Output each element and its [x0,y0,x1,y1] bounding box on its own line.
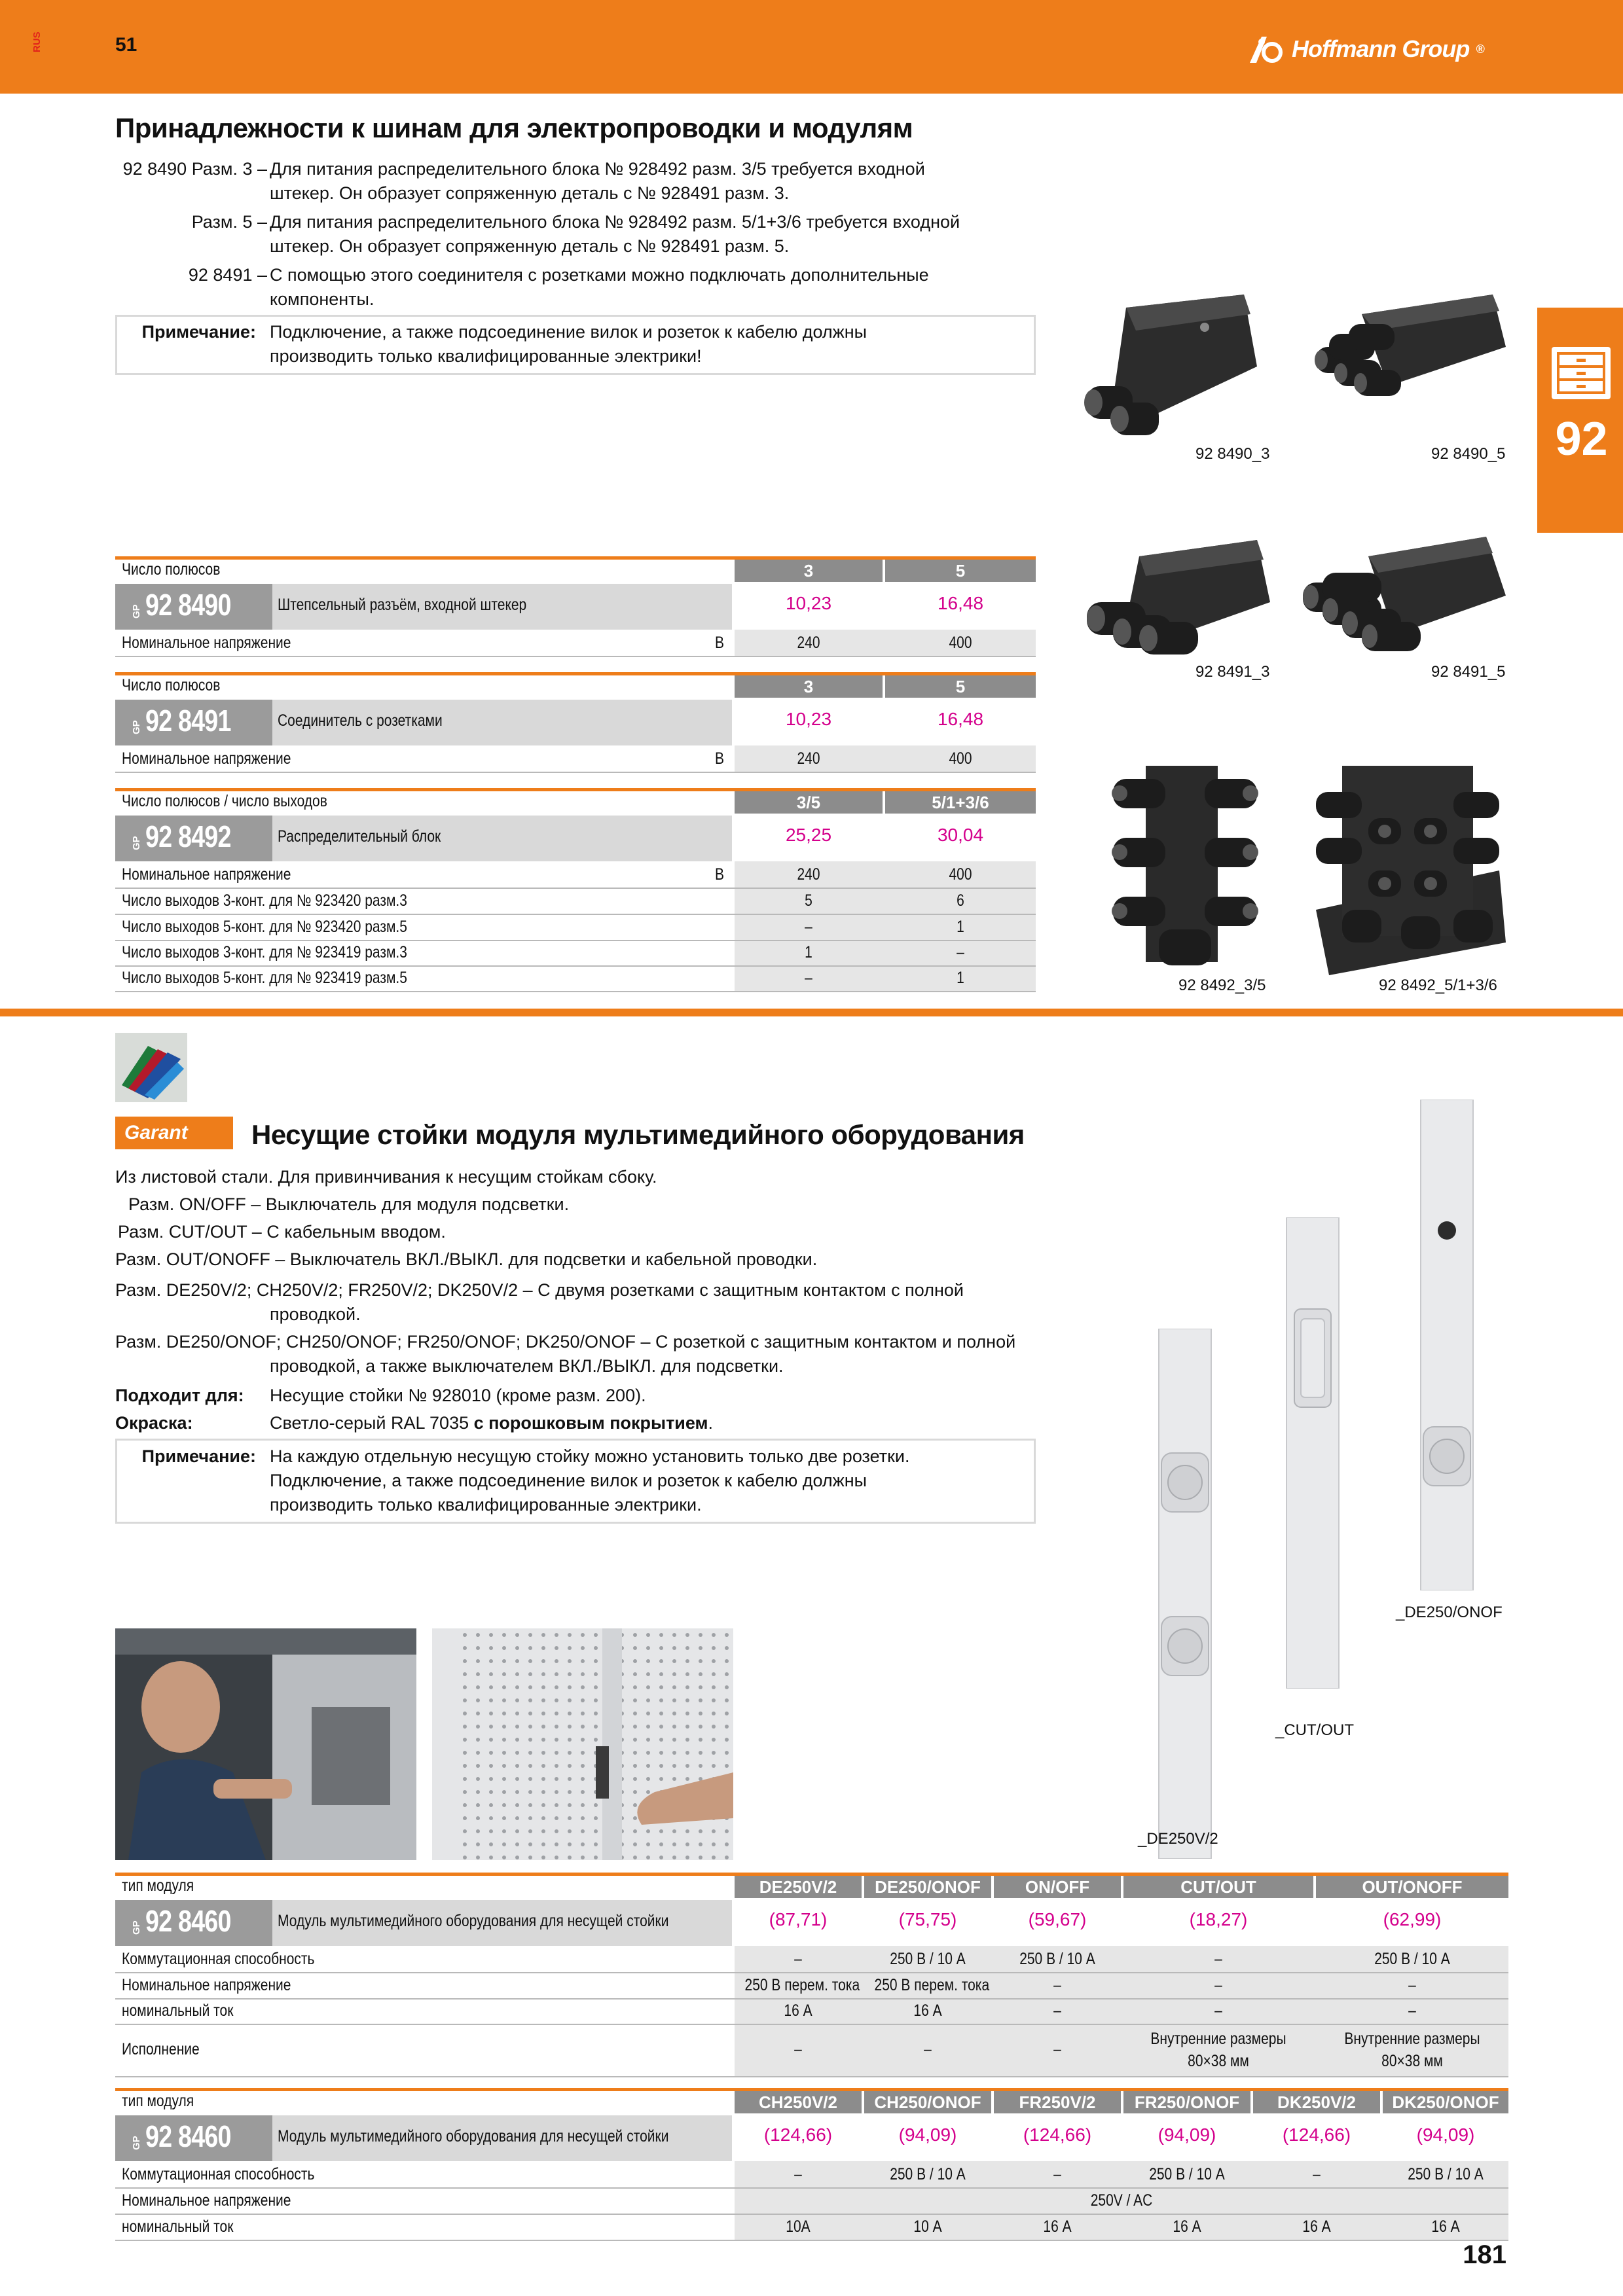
t1-article-name: Штепсельный разъём, входной штекер [278,596,527,614]
t4-row-2-v0: 16 А [784,2001,812,2020]
s2-line-1: Разм. ON/OFF – Выключатель для модуля подсветки. [128,1194,570,1214]
t4-price-0[interactable]: (87,71) [769,1909,828,1929]
t2-bottom-rule [115,772,1036,773]
s2-note-line-0: На каждую отдельную несущую стойку можно установить только две розетки. [270,1446,910,1466]
t4-col-2: ON/OFF [994,1876,1121,1898]
t5-row-2-v2: 16 А [1043,2217,1072,2236]
t4-row-1-v4: – [1408,1976,1416,1994]
s2-note-label: Примечание: [141,1446,256,1466]
t2-row-0-unit: В [715,749,725,768]
caption-928490-5: 92 8490_5 [1431,445,1506,463]
t5-price-3[interactable]: (94,09) [1158,2125,1216,2145]
panel-de250-onof-image [1414,1100,1480,1590]
paint-label: Окраска: [115,1413,193,1433]
s1-key-4: 92 8491 – [188,265,267,285]
t3-row-0-v1: 400 [949,865,972,884]
fits-value: Несущие стойки № 928010 (кроме разм. 200). [270,1386,646,1405]
distribution-block-5-1-3-6-image [1303,753,1512,975]
garant-badge-text: Garant [124,1122,188,1143]
connector-928490-3-image [1074,288,1270,452]
s1-note-line-0: Подключение, а также подсоединение вилок и розеток к кабелю должны [270,322,867,342]
t3-header-label: Число полюсов / число выходов [122,792,327,810]
t1-header-label: Число полюсов [122,560,221,579]
brand-registered: ® [1476,42,1484,56]
t4-row-2-label: номинальный ток [122,2001,234,2020]
t4-col-3: CUT/OUT [1123,1876,1313,1898]
t4-col-4: OUT/ONOFF [1316,1876,1508,1898]
t2-gp-label: GP [131,720,142,734]
s2-line-0: Из листовой стали. Для привинчивания к несущим стойкам сбоку. [115,1167,657,1187]
s2-line-4: Разм. DE250V/2; CH250V/2; FR250V/2; DK250V/2 – С двумя розетками с защитным контактом с полной [115,1280,964,1300]
t5-row-1-label: Номинальное напряжение [122,2191,291,2210]
t3-row-3-v1: – [957,943,964,961]
t4-row-3-v3: Внутренние размеры 80×38 мм [1150,2030,1286,2070]
t3-col-0: 3/5 [735,791,883,814]
t5-price-0[interactable]: (124,66) [763,2125,833,2145]
t4-row-0-v1: 250 В / 10 А [890,1950,966,1968]
t3-row-3-label: Число выходов 3-конт. для № 923419 разм.3 [122,943,407,961]
t5-row-2-v0: 10А [786,2217,811,2236]
t4-row-2-v3: – [1214,2001,1222,2020]
section1-title: Принадлежности к шинам для электропроводки и модулям [115,113,913,143]
t4-row-2-v1: 16 А [913,2001,942,2020]
technician-photo [115,1628,416,1860]
chapter-number: 92 [1555,413,1608,465]
t1-col-0: 3 [735,560,883,582]
t5-row-0-label: Коммутационная способность [122,2165,315,2183]
brand-name: Hoffmann Group [1292,35,1470,62]
t5-rule-0 [115,2187,1508,2189]
t1-row-0-v0: 240 [797,634,820,652]
s2-line-6: Разм. DE250/ONOF; CH250/ONOF; FR250/ONOF; DK250/ONOF – С розеткой с защитным контактом и полной [115,1332,1016,1352]
t4-row-0-v4: 250 В / 10 А [1374,1950,1450,1968]
caption-cut-out: _CUT/OUT [1275,1721,1354,1739]
t2-col-1: 5 [885,675,1036,698]
t4-row-3-v1: – [924,2040,932,2058]
t4-row-2-v4: – [1408,2001,1416,2020]
t4-row-1-v2: – [1053,1976,1061,1994]
t3-gp-label: GP [131,836,142,850]
s1-key-2: Разм. 5 – [191,212,267,232]
language-code: RUS [31,31,43,52]
t5-row-0-v3: 250 В / 10 А [1149,2165,1225,2183]
s2-note-line-1: Подключение, а также подсоединение вилок и розеток к кабелю должны [270,1471,867,1490]
t3-rule-4 [115,991,1036,992]
s1-text-0: Для питания распределительного блока № 928492 разм. 3/5 требуется входной [270,159,925,179]
t4-price-3[interactable]: (18,27) [1189,1909,1248,1929]
t3-rule-2 [115,940,1036,941]
s2-line-3: Разм. OUT/ONOFF – Выключатель ВКЛ./ВЫКЛ. для подсветки и кабельной проводки. [115,1249,818,1269]
t3-row-0-label: Номинальное напряжение [122,865,291,884]
t1-bottom-rule [115,656,1036,657]
t3-article-code: 92 8492 [145,819,231,853]
s1-note-label: Примечание: [141,322,256,342]
t4-rule-2 [115,2024,1508,2025]
caption-928490-3: 92 8490_3 [1195,445,1270,463]
t4-header-label: тип модуля [122,1876,194,1895]
t4-row-3-v0: – [794,2040,802,2058]
t3-rule-0 [115,888,1036,889]
s2-line-5: проводкой. [270,1304,361,1324]
t4-price-1[interactable]: (75,75) [898,1909,957,1929]
t3-row-3-v0: 1 [805,943,812,961]
t3-row-1-v1: 6 [957,891,964,910]
t4-row-1-label: Номинальное напряжение [122,1976,291,1994]
t3-row-4-v0: – [805,969,812,987]
t4-row-0-v2: 250 В / 10 А [1019,1950,1095,1968]
t4-row-0-v0: – [794,1950,802,1968]
t1-row-0-unit: В [715,634,725,652]
s2-line-7: проводкой, а также выключателем ВКЛ./ВЫКЛ. для подсветки. [270,1356,784,1376]
t5-header-label: тип модуля [122,2092,194,2110]
t5-row-2-v4: 16 А [1302,2217,1331,2236]
t5-price-4[interactable]: (124,66) [1282,2125,1351,2145]
t2-article-code: 92 8491 [145,704,231,738]
s1-key-0: 92 8490 Разм. 3 – [122,159,267,179]
connector-928490-5-image [1303,288,1512,419]
distribution-block-3-5-image [1106,753,1264,975]
t3-row-0-v0: 240 [797,865,820,884]
t5-price-2[interactable]: (124,66) [1023,2125,1092,2145]
paint-value-end: . [708,1413,714,1433]
s1-text-2: Для питания распределительного блока № 928492 разм. 5/1+3/6 требуется входной [270,212,960,232]
t4-row-3-v4: Внутренние размеры 80×38 мм [1344,2030,1480,2070]
s1-text-5: компоненты. [270,289,374,309]
section2-title: Несущие стойки модуля мультимедийного оборудования [251,1119,1025,1150]
t4-price-2[interactable]: (59,67) [1028,1909,1087,1929]
t5-row-0-v5: 250 В / 10 А [1408,2165,1484,2183]
t3-price-0[interactable]: 25,25 [785,825,832,845]
caption-928491-3: 92 8491_3 [1195,663,1270,681]
t4-row-1-v3: – [1214,1976,1222,1994]
t5-row-0-v0: – [794,2165,802,2183]
t5-col-2: FR250V/2 [994,2091,1121,2113]
caption-928492-3-5: 92 8492_3/5 [1178,977,1266,994]
t5-row-2-label: номинальный ток [122,2217,234,2236]
t5-row-2-v5: 16 А [1431,2217,1460,2236]
cabinet-icon [1552,347,1611,399]
s1-text-4: С помощью этого соединителя с розетками можно подключать дополнительные [270,265,929,285]
t1-price-0[interactable]: 10,23 [785,593,832,613]
t4-rule-3 [115,2076,1508,2077]
s1-note-line-1: производить только квалифицированные электрики! [270,346,702,366]
t3-row-1-label: Число выходов 3-конт. для № 923420 разм.3 [122,891,407,910]
t5-row-0-v2: – [1053,2165,1061,2183]
t4-article-code: 92 8460 [145,1904,231,1938]
panel-de250v2-image [1152,1329,1218,1859]
t5-col-3: FR250/ONOF [1123,2091,1250,2113]
t3-row-4-v1: 1 [957,969,964,987]
panel-cut-out-image [1280,1217,1345,1689]
caption-928491-5: 92 8491_5 [1431,663,1506,681]
t2-article-name: Соединитель с розетками [278,711,443,730]
t5-article-name: Модуль мультимедийного оборудования для несущей стойки [278,2127,669,2145]
t4-gp-label: GP [131,1920,142,1935]
footer-page-number: 181 [1463,2240,1506,2269]
t3-row-2-v1: 1 [957,918,964,936]
t2-price-0[interactable]: 10,23 [785,709,832,729]
t5-row-1-merged: 250V / AC [1090,2191,1153,2210]
t5-row-2-v3: 16 А [1173,2217,1201,2236]
fits-label: Подходит для: [115,1386,244,1405]
t3-row-0-unit: В [715,865,725,884]
t4-price-4[interactable]: (62,99) [1383,1909,1442,1929]
t5-price-5[interactable]: (94,09) [1416,2125,1475,2145]
t4-rule-1 [115,1998,1508,2000]
t2-row-0-label: Номинальное напряжение [122,749,291,768]
s1-text-3: штекер. Он образует сопряженную деталь с № 928491 разм. 5. [270,236,790,256]
t2-row-0-v1: 400 [949,749,972,768]
paint-value [270,1411,713,1435]
t3-row-2-label: Число выходов 5-конт. для № 923420 разм.5 [122,918,407,936]
catalog-page-number: 51 [115,34,137,56]
t1-article-code: 92 8490 [145,588,231,622]
t5-price-1[interactable]: (94,09) [898,2125,957,2145]
hoffmann-logo [1247,33,1484,65]
t5-col-4: DK250V/2 [1253,2091,1380,2113]
t1-gp-label: GP [131,604,142,619]
t5-article-code: 92 8460 [145,2119,231,2153]
t1-price-1[interactable]: 16,48 [937,593,984,613]
t5-rule-2 [115,2240,1508,2241]
t2-row-0-v0: 240 [797,749,820,768]
t3-row-1-v0: 5 [805,891,812,910]
caption-de250v2: _DE250V/2 [1138,1830,1218,1848]
t4-row-1-v1: 250 В перем. тока [874,1976,990,1994]
t2-col-0: 3 [735,675,883,698]
t5-col-5: DK250/ONOF [1383,2091,1508,2113]
section-divider [0,1009,1623,1016]
t4-row-0-v3: – [1214,1950,1222,1968]
t4-rule-0 [115,1972,1508,1973]
t5-row-0-v4: – [1313,2165,1321,2183]
t4-row-2-v2: – [1053,2001,1061,2020]
t4-row-3-label: Исполнение [122,2040,200,2058]
t2-header-label: Число полюсов [122,676,221,694]
t5-col-1: CH250/ONOF [864,2091,991,2113]
t4-row-0-label: Коммутационная способность [122,1950,315,1968]
t3-price-1[interactable]: 30,04 [937,825,984,845]
t5-row-0-v1: 250 В / 10 А [890,2165,966,2183]
t4-row-3-v2: – [1053,2040,1061,2058]
t5-rule-1 [115,2214,1508,2215]
t1-row-0-label: Номинальное напряжение [122,634,291,652]
garant-badge [115,1117,233,1149]
connector-928491-5-image [1296,530,1512,668]
t1-row-0-v1: 400 [949,634,972,652]
s2-line-2: Разм. CUT/OUT – С кабельным вводом. [118,1222,446,1242]
perforated-panel-photo [432,1628,733,1860]
caption-de250-onof: _DE250/ONOF [1396,1604,1503,1621]
t3-rule-3 [115,965,1036,967]
t5-row-2-v1: 10 А [913,2217,942,2236]
t1-col-1: 5 [885,560,1036,582]
t2-price-1[interactable]: 16,48 [937,709,984,729]
t4-col-0: DE250V/2 [735,1876,862,1898]
paint-value-text: Светло-серый RAL 7035 [270,1413,474,1433]
s1-text-1: штекер. Он образует сопряженную деталь с № 928491 разм. 3. [270,183,790,203]
t3-col-1: 5/1+3/6 [885,791,1036,814]
color-swatch-icon [115,1033,187,1102]
t3-row-4-label: Число выходов 5-конт. для № 923419 разм.5 [122,969,407,987]
t4-article-name: Модуль мультимедийного оборудования для несущей стойки [278,1912,669,1930]
t3-article-name: Распределительный блок [278,827,441,846]
t5-col-0: CH250V/2 [735,2091,862,2113]
caption-928492-5-1-3-6: 92 8492_5/1+3/6 [1379,977,1497,994]
t4-row-1-v0: 250 В перем. тока [744,1976,860,1994]
t5-gp-label: GP [131,2136,142,2150]
t3-row-2-v0: – [805,918,812,936]
paint-value-bold: с порошковым покрытием [473,1413,708,1433]
hoffmann-logo-icon [1247,34,1285,64]
t4-col-1: DE250/ONOF [864,1876,991,1898]
s2-note-line-2: производить только квалифицированные электрики. [270,1495,702,1515]
connector-928491-3-image [1080,530,1290,661]
t3-rule-1 [115,914,1036,915]
